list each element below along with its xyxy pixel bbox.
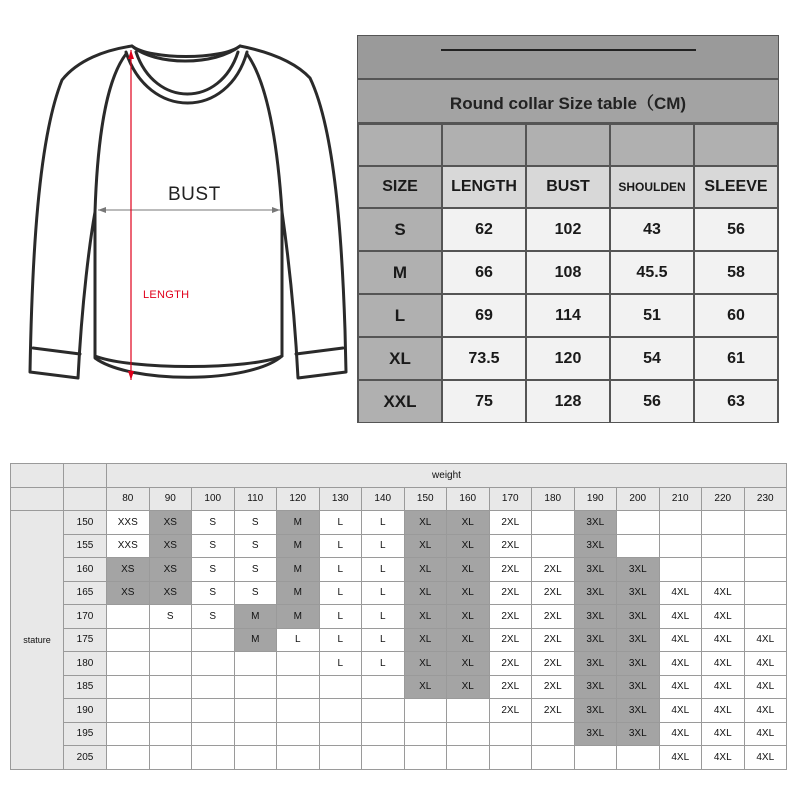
size-table-row-cell: 60 — [694, 294, 778, 337]
size-cell: XL — [404, 605, 447, 629]
stature-value: 170 — [64, 605, 107, 629]
size-cell — [447, 699, 490, 723]
size-cell: XL — [404, 628, 447, 652]
size-table-row-cell: S — [358, 208, 442, 251]
size-cell — [617, 511, 660, 535]
size-cell: 4XL — [744, 675, 787, 699]
weight-header-row — [11, 487, 787, 511]
size-cell: 2XL — [489, 675, 532, 699]
size-table-header-row-cell: LENGTH — [442, 166, 526, 208]
size-cell: 4XL — [659, 581, 702, 605]
size-cell — [574, 746, 617, 770]
size-table-spacer-row-cell — [526, 124, 610, 166]
size-cell — [532, 534, 575, 558]
size-cell: L — [319, 652, 362, 676]
weight-header: 190 — [574, 487, 617, 511]
weight-header: 230 — [744, 487, 787, 511]
size-cell: 4XL — [659, 722, 702, 746]
size-table-row-cell: 45.5 — [610, 251, 694, 294]
size-cell: M — [277, 511, 320, 535]
size-cell: L — [319, 628, 362, 652]
weight-header: 150 — [404, 487, 447, 511]
size-cell: M — [277, 581, 320, 605]
size-cell: 3XL — [574, 628, 617, 652]
size-cell: 4XL — [744, 722, 787, 746]
size-cell: XL — [447, 558, 490, 582]
size-cell: XL — [404, 534, 447, 558]
size-cell — [107, 722, 150, 746]
size-table-top-band — [358, 36, 778, 80]
size-table-spacer-row-cell — [358, 124, 442, 166]
size-table-row-cell: 69 — [442, 294, 526, 337]
size-cell — [404, 699, 447, 723]
size-cell — [532, 511, 575, 535]
size-cell: XL — [447, 605, 490, 629]
size-cell: 4XL — [659, 675, 702, 699]
weight-header: 110 — [234, 487, 277, 511]
size-cell — [192, 746, 235, 770]
weight-header: 180 — [532, 487, 575, 511]
sweater-illustration — [0, 0, 350, 420]
size-cell — [702, 558, 745, 582]
size-cell: 4XL — [659, 605, 702, 629]
size-cell: S — [192, 511, 235, 535]
size-cell — [659, 534, 702, 558]
size-cell: S — [192, 605, 235, 629]
size-table-header-row — [358, 166, 778, 208]
weight-header: 210 — [659, 487, 702, 511]
size-cell — [617, 746, 660, 770]
size-cell — [659, 511, 702, 535]
size-cell: 4XL — [744, 652, 787, 676]
size-cell: M — [277, 534, 320, 558]
size-cell: 4XL — [659, 746, 702, 770]
weight-header: 140 — [362, 487, 405, 511]
size-cell: 3XL — [574, 558, 617, 582]
size-cell — [107, 746, 150, 770]
size-table-row-cell: 73.5 — [442, 337, 526, 380]
stature-value: 175 — [64, 628, 107, 652]
size-cell: 3XL — [574, 511, 617, 535]
size-cell: 3XL — [617, 605, 660, 629]
size-cell: XL — [447, 511, 490, 535]
size-cell: XL — [447, 628, 490, 652]
size-table-spacer-row-cell — [442, 124, 526, 166]
size-cell: 3XL — [617, 652, 660, 676]
size-cell: 2XL — [532, 628, 575, 652]
size-cell — [404, 722, 447, 746]
size-cell: L — [362, 558, 405, 582]
size-cell — [277, 652, 320, 676]
size-cell — [277, 746, 320, 770]
size-cell: XL — [447, 581, 490, 605]
size-cell: XS — [149, 558, 192, 582]
size-cell: XXS — [107, 511, 150, 535]
size-cell: L — [319, 534, 362, 558]
size-cell — [702, 534, 745, 558]
size-cell — [362, 722, 405, 746]
size-cell: XL — [404, 675, 447, 699]
stature-value: 150 — [64, 511, 107, 535]
size-cell: XS — [149, 581, 192, 605]
table-row — [11, 746, 787, 770]
size-cell: M — [234, 628, 277, 652]
size-cell — [149, 699, 192, 723]
size-cell: S — [234, 581, 277, 605]
weight-header: 120 — [277, 487, 320, 511]
size-cell — [744, 534, 787, 558]
size-cell — [234, 675, 277, 699]
size-cell: 2XL — [532, 675, 575, 699]
size-cell: L — [319, 581, 362, 605]
size-cell: 4XL — [659, 699, 702, 723]
size-cell: 4XL — [702, 628, 745, 652]
size-cell: 4XL — [702, 605, 745, 629]
size-cell: 2XL — [489, 511, 532, 535]
size-table-header-row-cell: SLEEVE — [694, 166, 778, 208]
size-cell: L — [362, 581, 405, 605]
size-cell: 3XL — [574, 581, 617, 605]
size-cell — [319, 675, 362, 699]
stature-value: 185 — [64, 675, 107, 699]
size-cell — [107, 628, 150, 652]
size-cell — [744, 558, 787, 582]
size-cell: 3XL — [617, 675, 660, 699]
corner-cell — [64, 464, 107, 488]
size-cell: 4XL — [702, 675, 745, 699]
size-cell: M — [234, 605, 277, 629]
weight-label: weight — [107, 464, 787, 488]
size-cell — [362, 675, 405, 699]
size-cell — [192, 652, 235, 676]
table-row — [11, 558, 787, 582]
size-cell: L — [319, 511, 362, 535]
size-cell — [659, 558, 702, 582]
size-cell: 4XL — [744, 699, 787, 723]
size-table-spacer-row-cell — [694, 124, 778, 166]
size-cell: L — [362, 534, 405, 558]
stature-value: 165 — [64, 581, 107, 605]
size-table-row-cell: 108 — [526, 251, 610, 294]
size-cell: L — [277, 628, 320, 652]
size-cell: XL — [447, 675, 490, 699]
size-cell: 4XL — [659, 652, 702, 676]
size-table-row-cell: 56 — [610, 380, 694, 423]
size-cell: 3XL — [617, 581, 660, 605]
size-cell: 3XL — [574, 652, 617, 676]
size-cell: L — [362, 605, 405, 629]
size-cell: 2XL — [532, 652, 575, 676]
weight-header: 170 — [489, 487, 532, 511]
table-row — [11, 722, 787, 746]
stature-value: 190 — [64, 699, 107, 723]
size-cell: 4XL — [702, 699, 745, 723]
size-table-row-cell: 114 — [526, 294, 610, 337]
table-row — [11, 628, 787, 652]
corner-cell — [11, 487, 64, 511]
size-table-row-cell: 102 — [526, 208, 610, 251]
size-cell — [277, 699, 320, 723]
size-cell — [192, 675, 235, 699]
size-cell: XL — [404, 581, 447, 605]
size-cell: XS — [107, 581, 150, 605]
size-cell: 3XL — [617, 722, 660, 746]
size-cell — [702, 511, 745, 535]
corner-cell — [11, 464, 64, 488]
size-table-row — [358, 337, 778, 380]
corner-cell — [64, 487, 107, 511]
size-cell: 4XL — [702, 722, 745, 746]
size-cell: 2XL — [532, 558, 575, 582]
size-cell: XS — [107, 558, 150, 582]
weight-header: 80 — [107, 487, 150, 511]
size-cell: S — [234, 558, 277, 582]
size-cell: S — [234, 511, 277, 535]
size-table-row-cell: XXL — [358, 380, 442, 423]
size-cell: L — [362, 652, 405, 676]
size-cell — [617, 534, 660, 558]
size-table-header-row-cell: SHOULDEN — [610, 166, 694, 208]
stature-value: 205 — [64, 746, 107, 770]
size-cell: 3XL — [574, 699, 617, 723]
size-cell: 2XL — [532, 605, 575, 629]
size-cell: S — [192, 534, 235, 558]
size-cell: L — [362, 511, 405, 535]
size-cell — [362, 699, 405, 723]
size-cell: XL — [447, 534, 490, 558]
size-table-row-cell: 56 — [694, 208, 778, 251]
size-cell — [107, 605, 150, 629]
size-cell: 3XL — [574, 675, 617, 699]
size-cell: 2XL — [532, 699, 575, 723]
size-cell: 2XL — [489, 628, 532, 652]
size-cell: 2XL — [532, 581, 575, 605]
size-cell — [107, 699, 150, 723]
size-table-row-cell: XL — [358, 337, 442, 380]
stature-value: 195 — [64, 722, 107, 746]
weight-stature-table — [10, 463, 787, 770]
size-cell — [192, 699, 235, 723]
table-row — [11, 699, 787, 723]
size-table-row-cell: 51 — [610, 294, 694, 337]
size-cell — [404, 746, 447, 770]
size-table-row-cell: 75 — [442, 380, 526, 423]
size-cell: XS — [149, 511, 192, 535]
size-table-row-cell: 128 — [526, 380, 610, 423]
size-cell: 3XL — [574, 605, 617, 629]
size-cell: 4XL — [744, 746, 787, 770]
size-cell: 3XL — [574, 534, 617, 558]
length-label: LENGTH — [143, 289, 190, 301]
size-cell — [319, 722, 362, 746]
size-table — [357, 35, 779, 423]
weight-header: 200 — [617, 487, 660, 511]
size-cell: XL — [404, 511, 447, 535]
size-cell — [532, 746, 575, 770]
size-cell: XL — [404, 558, 447, 582]
size-table-header-row-cell: SIZE — [358, 166, 442, 208]
size-cell — [234, 746, 277, 770]
size-table-rule — [441, 49, 696, 51]
size-cell: 4XL — [659, 628, 702, 652]
size-table-spacer-row — [358, 124, 778, 166]
size-cell: M — [277, 558, 320, 582]
table-row — [11, 511, 787, 535]
size-cell: XL — [404, 652, 447, 676]
size-cell — [489, 722, 532, 746]
size-cell — [149, 628, 192, 652]
size-table-row-cell: 66 — [442, 251, 526, 294]
size-table-row-cell: L — [358, 294, 442, 337]
size-cell: XS — [149, 534, 192, 558]
size-cell — [149, 675, 192, 699]
size-table-row-cell: 43 — [610, 208, 694, 251]
size-cell: S — [149, 605, 192, 629]
size-cell: M — [277, 605, 320, 629]
size-cell: 2XL — [489, 581, 532, 605]
weight-header: 160 — [447, 487, 490, 511]
weight-header: 90 — [149, 487, 192, 511]
size-cell — [234, 722, 277, 746]
bust-label: BUST — [168, 184, 221, 205]
size-table-row-cell: 61 — [694, 337, 778, 380]
size-cell — [107, 652, 150, 676]
table-row — [11, 675, 787, 699]
size-table-spacer-row-cell — [610, 124, 694, 166]
size-cell — [234, 652, 277, 676]
stature-label: stature — [11, 511, 64, 770]
size-cell: 4XL — [744, 628, 787, 652]
size-cell — [149, 746, 192, 770]
size-cell — [744, 605, 787, 629]
size-cell: 2XL — [489, 534, 532, 558]
size-cell: 2XL — [489, 558, 532, 582]
size-table-row-cell: 62 — [442, 208, 526, 251]
size-cell — [532, 722, 575, 746]
size-cell — [149, 722, 192, 746]
size-cell — [107, 675, 150, 699]
size-cell: 4XL — [702, 652, 745, 676]
size-table-row-cell: 120 — [526, 337, 610, 380]
size-cell: S — [192, 558, 235, 582]
size-cell — [234, 699, 277, 723]
size-cell: XXS — [107, 534, 150, 558]
weight-label-row — [11, 464, 787, 488]
table-row — [11, 652, 787, 676]
size-cell — [489, 746, 532, 770]
stature-value: 155 — [64, 534, 107, 558]
size-cell — [447, 746, 490, 770]
size-cell — [447, 722, 490, 746]
size-cell: 3XL — [617, 699, 660, 723]
size-cell — [744, 511, 787, 535]
size-cell: S — [192, 581, 235, 605]
weight-header: 220 — [702, 487, 745, 511]
size-cell — [319, 699, 362, 723]
size-cell: L — [319, 558, 362, 582]
size-cell — [277, 675, 320, 699]
size-cell: 3XL — [574, 722, 617, 746]
size-table-row-cell: M — [358, 251, 442, 294]
size-table-row — [358, 251, 778, 294]
size-cell — [149, 652, 192, 676]
size-cell — [362, 746, 405, 770]
size-cell — [319, 746, 362, 770]
size-cell — [192, 628, 235, 652]
size-table-row — [358, 380, 778, 423]
size-cell: 2XL — [489, 605, 532, 629]
size-cell: 2XL — [489, 652, 532, 676]
weight-header: 130 — [319, 487, 362, 511]
size-table-row-cell: 58 — [694, 251, 778, 294]
stature-value: 160 — [64, 558, 107, 582]
size-table-row-cell: 63 — [694, 380, 778, 423]
table-row — [11, 534, 787, 558]
size-table-row-cell: 54 — [610, 337, 694, 380]
size-table-header-row-cell: BUST — [526, 166, 610, 208]
size-cell: 2XL — [489, 699, 532, 723]
size-cell: L — [319, 605, 362, 629]
size-cell: 4XL — [702, 746, 745, 770]
size-table-row — [358, 208, 778, 251]
size-cell: S — [234, 534, 277, 558]
size-cell — [744, 581, 787, 605]
size-cell: 3XL — [617, 628, 660, 652]
size-cell: XL — [447, 652, 490, 676]
size-cell — [277, 722, 320, 746]
table-row — [11, 605, 787, 629]
weight-header: 100 — [192, 487, 235, 511]
size-table-row — [358, 294, 778, 337]
size-cell: 4XL — [702, 581, 745, 605]
size-table-title: Round collar Size table（CM) — [358, 80, 778, 124]
size-cell — [192, 722, 235, 746]
table-row — [11, 581, 787, 605]
stature-value: 180 — [64, 652, 107, 676]
size-cell: 3XL — [617, 558, 660, 582]
size-cell: L — [362, 628, 405, 652]
